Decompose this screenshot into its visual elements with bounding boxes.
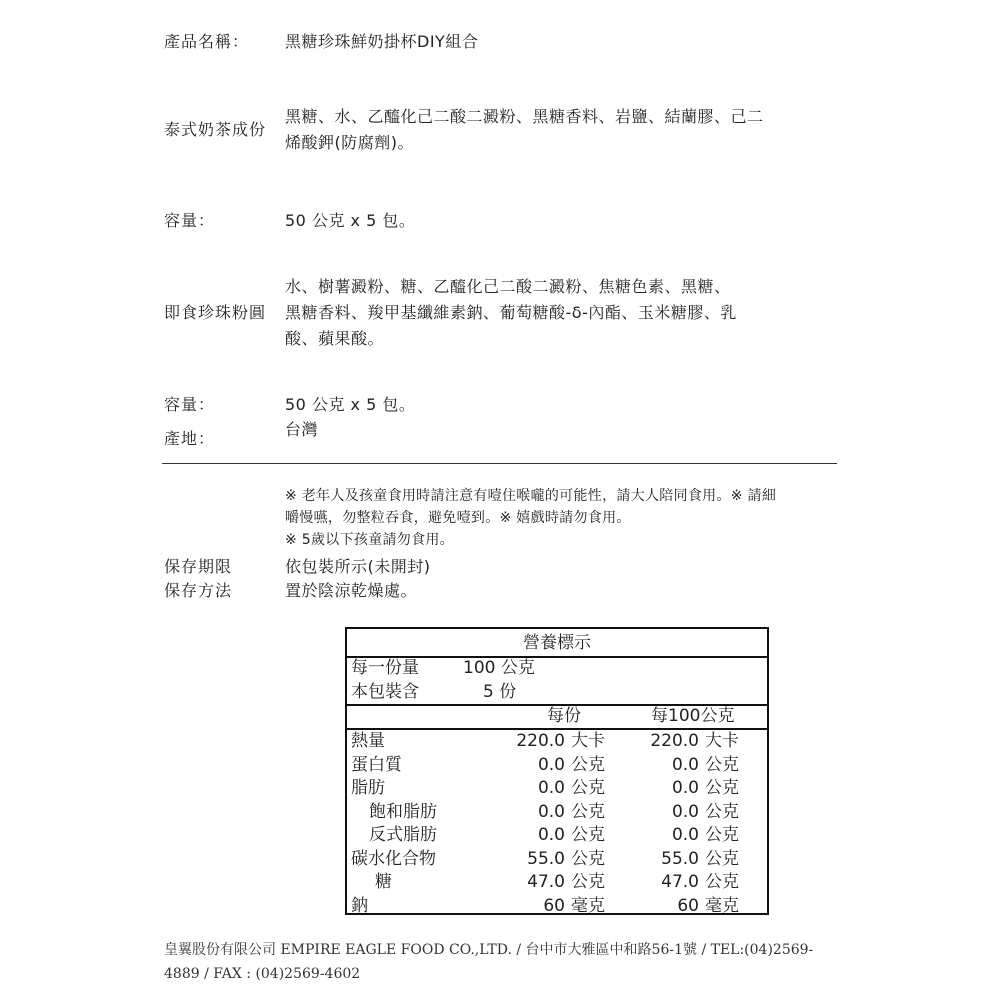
- per-100g-value: 55.0: [661, 848, 699, 869]
- per-100g-value: 0.0: [671, 801, 699, 822]
- nutrient-name: 熱量: [351, 731, 385, 751]
- company-footer: [164, 938, 844, 986]
- milk-tea-ingredients-value: [285, 104, 845, 156]
- per-100g-unit: 大卡: [705, 731, 739, 751]
- pearl-ingredients-line: 黑糖香料、羧甲基纖維素鈉、葡萄糖酸-δ-內酯、玉米糖膠、乳: [285, 303, 737, 322]
- per-serving-value: 60: [543, 895, 565, 916]
- per-serving-value: 220.0: [516, 731, 565, 751]
- per-serving-unit: 毫克: [571, 895, 605, 916]
- volume-value: 50 公克 x 5 包。: [285, 395, 416, 414]
- column-header-per-serving: 每份: [547, 706, 581, 726]
- nutrient-name: 碳水化合物: [351, 848, 436, 869]
- per-100g-unit: 公克: [705, 778, 739, 798]
- warning-note-line: ※ 5歲以下孩童請勿食用。: [285, 532, 454, 548]
- product-name-value: 黑糖珍珠鮮奶掛杯DIY組合: [285, 32, 479, 51]
- per-serving-unit: 公克: [571, 801, 605, 822]
- nutrition-title: 營養標示: [523, 633, 591, 653]
- warning-note-line: ※ 老年人及孩童食用時請注意有噎住喉嚨的可能性，請大人陪同食用。※ 請細: [285, 488, 777, 504]
- per-serving-value: 0.0: [537, 778, 565, 798]
- storage-label: 保存方法: [164, 581, 233, 600]
- column-header-per-100g: 每100公克: [651, 706, 735, 726]
- volume-value: 50 公克 x 5 包。: [285, 211, 416, 230]
- per-serving-unit: 公克: [571, 848, 605, 869]
- warning-notes: [285, 485, 845, 551]
- milk-tea-ingredients-label: 泰式奶茶成份: [164, 120, 267, 139]
- servings-per-package-label: 本包裝含: [351, 682, 419, 702]
- per-serving-value: 0.0: [537, 754, 565, 775]
- per-100g-value: 0.0: [671, 778, 699, 798]
- milk-tea-ingredients-line: 黑糖、水、乙醯化己二酸二澱粉、黑糖香料、岩鹽、結蘭膠、己二: [285, 107, 764, 126]
- volume-label: 容量：: [164, 395, 216, 414]
- servings-per-package-value: 5 份: [483, 682, 517, 702]
- per-serving-value: 47.0: [527, 872, 565, 892]
- per-100g-unit: 公克: [705, 848, 739, 869]
- per-serving-unit: 大卡: [571, 731, 605, 751]
- serving-size-label: 每一份量: [351, 658, 419, 678]
- footer-line: 皇翼股份有限公司 EMPIRE EAGLE FOOD CO.,LTD. / 台中市大雅區中和路56-1號 / TEL:(04)2569-: [164, 942, 814, 958]
- volume-label: 容量：: [164, 211, 216, 230]
- per-serving-unit: 公克: [571, 778, 605, 798]
- nutrient-name: 反式脂肪: [369, 825, 437, 845]
- per-100g-unit: 公克: [705, 872, 739, 892]
- product-name-label: 產品名稱：: [164, 32, 250, 51]
- per-100g-value: 0.0: [671, 825, 699, 845]
- section-divider: [162, 463, 837, 464]
- per-100g-value: 220.0: [650, 731, 699, 751]
- per-serving-value: 0.0: [537, 825, 565, 845]
- milk-tea-ingredients-line: 烯酸鉀(防腐劑)。: [285, 133, 414, 152]
- origin-label: 產地：: [164, 429, 216, 448]
- nutrition-table: [345, 627, 769, 915]
- nutrient-name: 鈉: [351, 895, 368, 916]
- per-100g-unit: 毫克: [705, 895, 739, 916]
- per-100g-unit: 公克: [705, 801, 739, 822]
- pearl-ingredients-line: 酸、蘋果酸。: [285, 329, 385, 348]
- origin-value: 台灣: [285, 420, 319, 439]
- footer-line: 4889 / FAX : (04)2569-4602: [164, 966, 361, 982]
- pearl-ingredients-line: 水、樹薯澱粉、糖、乙醯化己二酸二澱粉、焦糖色素、黑糖、: [285, 277, 731, 296]
- per-serving-unit: 公克: [571, 754, 605, 775]
- shelf-life-label: 保存期限: [164, 557, 233, 576]
- pearl-ingredients-label: 即食珍珠粉圓: [164, 303, 267, 322]
- pearl-ingredients-value: [285, 274, 845, 352]
- warning-note-line: 嚼慢嚥，勿整粒吞食，避免噎到。※ 嬉戲時請勿食用。: [285, 510, 631, 526]
- per-serving-unit: 公克: [571, 872, 605, 892]
- nutrient-name: 脂肪: [351, 778, 385, 798]
- nutrient-name: 糖: [375, 872, 392, 892]
- shelf-life-value: 依包裝所示(未開封): [285, 557, 431, 576]
- per-100g-unit: 公克: [705, 754, 739, 775]
- per-serving-value: 0.0: [537, 801, 565, 822]
- per-100g-value: 47.0: [661, 872, 699, 892]
- per-100g-value: 0.0: [671, 754, 699, 775]
- per-serving-value: 55.0: [527, 848, 565, 869]
- nutrient-name: 蛋白質: [351, 754, 402, 775]
- serving-size-value: 100 公克: [463, 658, 535, 678]
- per-100g-value: 60: [677, 895, 699, 916]
- storage-value: 置於陰涼乾燥處。: [285, 581, 418, 600]
- per-serving-unit: 公克: [571, 825, 605, 845]
- per-100g-unit: 公克: [705, 825, 739, 845]
- nutrient-name: 飽和脂肪: [369, 801, 437, 822]
